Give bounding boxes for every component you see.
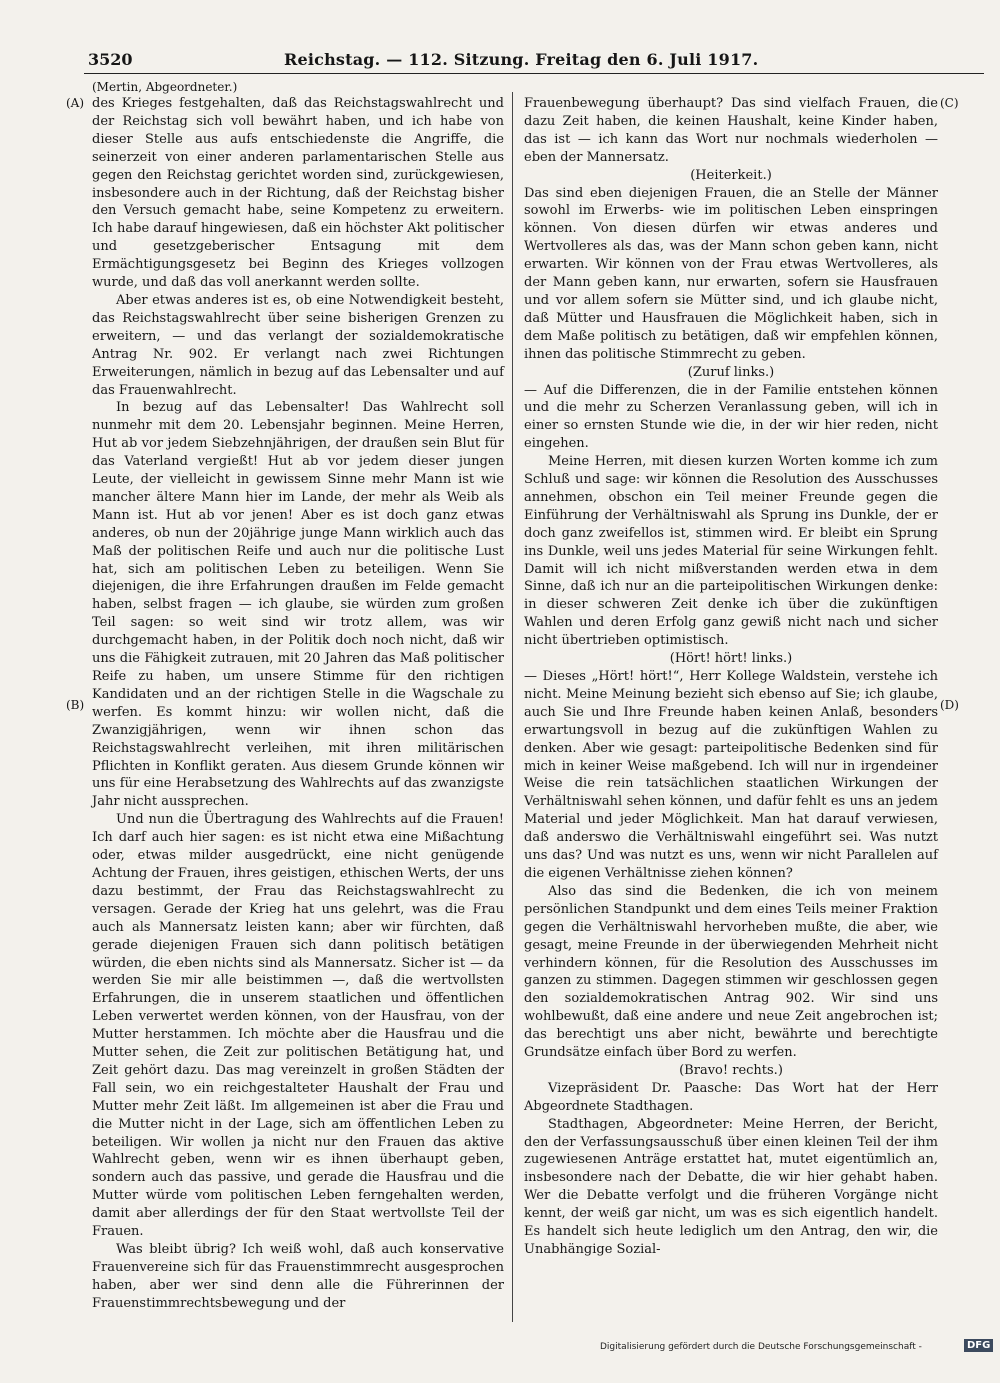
right-paragraph: Also das sind die Bedenken, die ich von meinem persönlichen Standpunkt und dem eines Teils meiner Fraktion gegen die Verhältniswahl hervorheben mußte, die aber, wie gesagt, meine Freunde in der überwiegenden Mehrheit nicht verhindern können, für die Resolution des Ausschusses im ganzen zu stimmen. Dagegen stimmen wir geschlossen gegen den sozialdemokratischen Antrag 902. Wir sind uns wohlbewußt, daß eine andere und neue Zeit angebrochen ist; das berechtigt uns aber nicht, bewährte und berechtigte Grundsätze einfach über Bord zu werfen. xyxy=(524,883,938,1061)
right-paragraph: Stadthagen, Abgeordneter: Meine Herren, der Bericht, den der Verfassungsausschuß über einen kleinen Teil der ihm zugewiesenen Anträge erstattet hat, mutet eigentümlich an, insbesondere nach der Debatte, die wir hier gehabt haben. Wer die Debatte verfolgt und die früheren Vorgänge nicht kennt, der weiß gar nicht, um was es sich eigentlich handelt. Es handelt sich heute lediglich um den Antrag, den wir, die Unabhängige Sozial- xyxy=(524,1116,938,1257)
left-paragraph: In bezug auf das Lebensalter! Das Wahlrecht soll nunmehr mit dem 20. Lebensjahr beginnen. Meine Herren, Hut ab vor jedem Siebzehnjährigen, der draußen sein Blut für das Vaterland vergießt! Hut ab vor jedem dieser jungen Leute, der vielleicht in gewissem Sinne mehr Mann ist wie mancher ältere Mann hier im Lande, der mehr als Weib als Mann ist. Hut ab vor jenen! Aber es ist doch ganz etwas anderes, ob nun der 20jährige junge Mann wirklich auch das Maß der politischen Reife und auch nur die politische Lust hat, sich am politischen Leben zu beteiligen. Wenn Sie diejenigen, die ihre Erfahrungen draußen im Felde gemacht haben, selbst fragen — ich glaube, sie würden zum großen Teil sagen: so weit sind wir trotz allem, was wir durchgemacht haben, in der Politik doch noch nicht, daß wir uns die Fähigkeit zutrauen, mit 20 Jahren das Maß politischer Reife zu haben, um unsere Stimme für den richtigen Kandidaten und an der richtigen Stelle in die Wagschale zu werfen. Es kommt hinzu: wir wollen nicht, daß die Zwanzigjährigen, wenn wir ihnen schon das Reichstagswahlrecht verleihen, mit ihren militärischen Pflichten in Konflikt geraten. Aus diesem Grunde können wir uns für eine Herabsetzung des Wahlrechts auf das zwanzigste Jahr nicht aussprechen. xyxy=(92,400,504,810)
right-paragraph: Frauenbewegung überhaupt? Das sind vielfach Frauen, die dazu Zeit haben, die keinen Haushalt, keine Kinder haben, das ist — ich kann das Wort nur nochmals wiederholen — eben der Mannersatz. xyxy=(524,96,938,165)
right-paragraph: — Dieses „Hört! hört!“, Herr Kollege Waldstein, verstehe ich nicht. Meine Meinung bezieht sich ebenso auf Sie; ich glaube, auch Sie und Ihre Freunde haben keinen Anlaß, besonders erwartungsvoll in bezug auf die zukünftigen Wahlen zu denken. Aber wie gesagt: parteipolitische Bedenken sind für mich in keiner Weise maßgebend. Ich will nur in irgendeiner Weise die rein tatsächlichen staatlichen Wirkungen der Verhältniswahl sehen können, und dafür fehlt es uns an jedem Material und jeder Möglichkeit. Man hat darauf verwiesen, daß anderswo die Verhältniswahl eingeführt sei. Was nutzt uns das? Und was nutzt es uns, wenn wir nicht Parallelen auf die eigenen Verhältnisse ziehen können? xyxy=(524,669,938,881)
interjection: (Zuruf links.) xyxy=(687,364,775,380)
left-paragraph: Aber etwas anderes ist es, ob eine Notwendigkeit besteht, das Reichstagswahlrecht über seine bisherigen Grenzen zu erweitern, — und das verlangt der sozialdemokratische Antrag Nr. 902. Er verlangt nach zwei Richtungen Erweiterungen, nämlich in bezug auf das Lebensalter und auf das Frauenwahlrecht. xyxy=(92,292,504,398)
margin-marker-a: (A) xyxy=(66,96,85,110)
right-paragraph: Vizepräsident Dr. Paasche: Das Wort hat der Herr Abgeordnete Stadthagen. xyxy=(524,1080,938,1114)
page-header xyxy=(84,48,984,74)
interjection: (Heiterkeit.) xyxy=(690,167,772,183)
left-paragraph: des Krieges festgehalten, daß das Reichstagswahlrecht und der Reichstag sich voll bewährt haben, und ich habe von dieser Stelle aus aufs entschiedenste die Angriffe, die seinerzeit von einer anderen parlamentarischen Stelle aus gegen den Reichstag gerichtet worden sind, zurückgewiesen, insbesondere auch in der Richtung, daß der Reichstag bisher den Versuch gemacht habe, seine Kompetenz zu erweitern. Ich habe darauf hingewiesen, daß ein höchster Akt politischer und gesetzgeberischer Entsagung mit dem Ermächtigungsgesetz bei Beginn des Krieges vollzogen wurde, und daß das voll anerkannt werden sollte. xyxy=(92,96,504,291)
page-number: 3520 xyxy=(88,50,133,69)
interjection: (Hört! hört! links.) xyxy=(669,651,793,667)
dfg-logo: DFG xyxy=(964,1339,993,1352)
right-paragraph: — Auf die Differenzen, die in der Familie entstehen können und die mehr zu Scherzen Veranlassung geben, will ich in einer so ernsten Stunde wie die, in der wir hier reden, nicht eingehen. xyxy=(524,382,938,452)
interjection: (Bravo! rechts.) xyxy=(679,1062,783,1078)
margin-marker-c: (C) xyxy=(940,96,959,110)
right-column xyxy=(524,95,938,1259)
margin-marker-b: (B) xyxy=(66,698,85,712)
column-divider xyxy=(512,92,513,1322)
digitization-credit: Digitalisierung gefördert durch die Deutsche Forschungsgemeinschaft - xyxy=(600,1342,922,1352)
right-paragraph: Das sind eben diejenigen Frauen, die an Stelle der Männer sowohl im Erwerbs- wie im politischen Leben einspringen können. Von diesen dürfen wir etwas anderes und Wertvolleres als das, was der Mann schon geben kann, nicht erwarten. Wir können von der Frau etwas Wertvolleres, als der Mann geben kann, nur erwarten, sofern sie Hausfrauen und vor allem sofern sie Mütter sind, und ich glaube nicht, daß Mütter und Hausfrauen die Möglichkeit haben, sich in dem Maße politisch zu betätigen, daß wir empfehlen können, ihnen das politische Stimmrecht zu geben. xyxy=(524,185,938,362)
left-paragraph: Was bleibt übrig? Ich weiß wohl, daß auch konservative Frauenvereine sich für das Frauenstimmrecht ausgesprochen haben, aber wer sind denn alle die Führerinnen der Frauenstimmrechtsbewegung und der xyxy=(92,1242,504,1311)
margin-marker-d: (D) xyxy=(940,698,959,712)
left-paragraph: Und nun die Übertragung des Wahlrechts auf die Frauen! Ich darf auch hier sagen: es ist nicht etwa eine Mißachtung oder, etwas milder ausgedrückt, eine nicht genügende Achtung der Frauen, ihres geistigen, ethischen Werts, der uns dazu bestimmt, der Frau das Reichstagswahlrecht zu versagen. Gerade der Krieg hat uns gelehrt, was die Frau auch als Mannersatz leisten kann; aber wir fürchten, daß gerade diejenigen Frauen sich dann politisch betätigen würden, die eben nichts sind als Mannersatz. Sicher ist — da werden Sie mir alle beistimmen —, daß die wertvollsten Erfahrungen, die in unserem staatlichen und öffentlichen Leben verwertet werden können, von der Hausfrau, von der Mutter herstammen. Ich möchte aber die Hausfrau und die Mutter sehen, die Zeit zur politischen Betätigung hat, und Zeit gehört dazu. Das mag vereinzelt in großen Städten der Fall sein, wo ein reichgestalteter Haushalt der Frau und Mutter mehr Zeit läßt. Im allgemeinen ist aber die Frau und die Mutter nicht in der Lage, sich am öffentlichen Leben zu beteiligen. Wir wollen ja nicht nur den Frauen das aktive Wahlrecht geben, wenn wir es ihnen überhaupt geben, sondern auch das passive, und gerade die Hausfrau und die Mutter würde vom politischen Leben ferngehalten werden, damit aber allerdings der für den Staat wertvollste Teil der Frauen. xyxy=(92,812,504,1240)
header-rule xyxy=(84,73,984,74)
left-column xyxy=(92,95,504,1313)
running-title: Reichstag. — 112. Sitzung. Freitag den 6. Juli 1917. xyxy=(284,50,759,69)
speaker-line: (Mertin, Abgeordneter.) xyxy=(92,80,238,94)
right-paragraph: Meine Herren, mit diesen kurzen Worten komme ich zum Schluß und sage: wir können die Resolution des Ausschusses annehmen, obschon ein Teil meiner Freunde gegen die Einführung der Verhältniswahl als Sprung ins Dunkle, der er doch ganz zweifellos ist, stimmen wird. Er bleibt ein Sprung ins Dunkle, weil uns jedes Material für seine Wirkungen fehlt. Damit will ich nicht mißverstanden werden etwa in dem Sinne, daß ich nur an die parteipolitischen Wirkungen denke: in dieser schweren Zeit denke ich über die zukünftigen Wahlen und deren Erfolg ganz gewiß nicht nach und sicher nicht übertrieben optimistisch. xyxy=(524,454,938,649)
